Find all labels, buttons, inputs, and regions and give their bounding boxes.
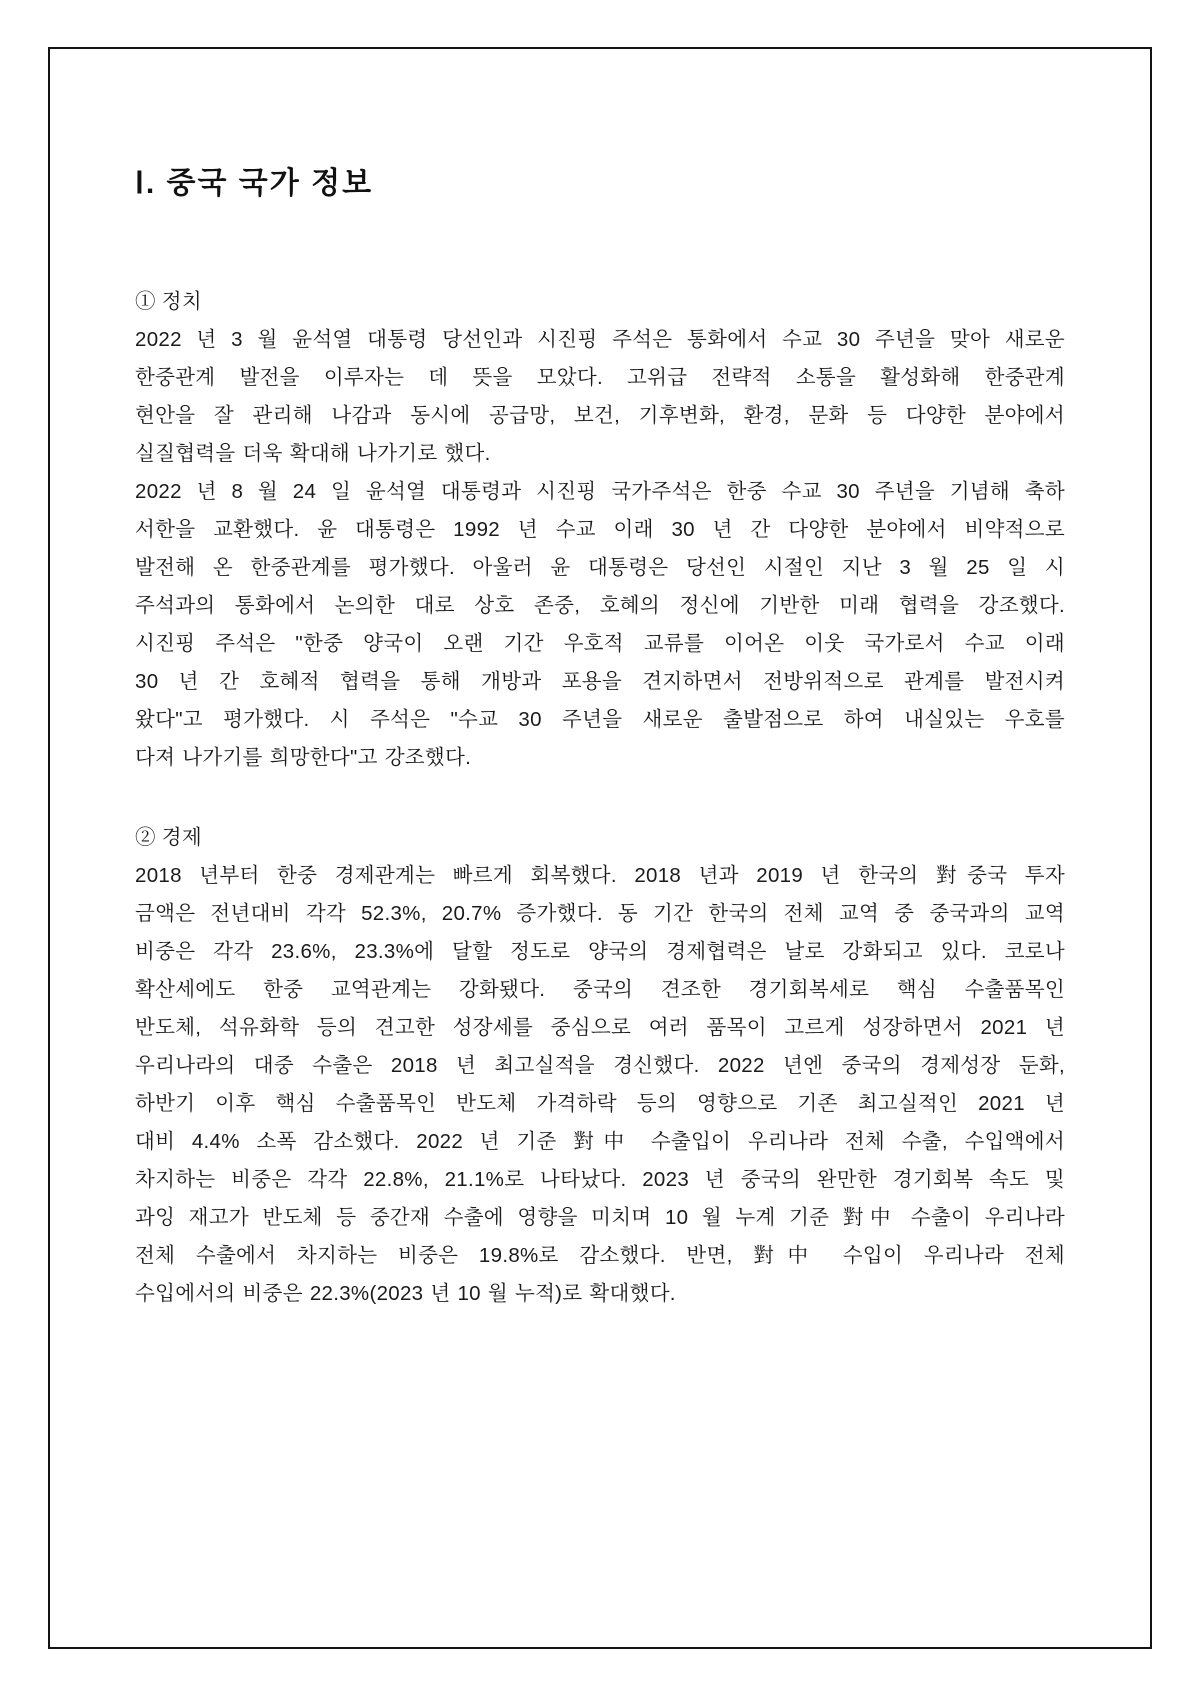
text-line: 다져 나가기를 희망한다"고 강조했다.	[135, 746, 472, 769]
text-line: 2022 년 8 월 24 일 윤석열 대통령과 시진핑 국가주석은 한중 수교 30 주년을 기념해 축하	[135, 480, 1065, 503]
document-page-border	[48, 47, 1152, 1649]
document-body	[135, 283, 1065, 1313]
section-heading: ② 경제	[135, 826, 203, 849]
text-line: 전체 수출에서 차지하는 비중은 19.8%로 감소했다. 반면, 對中 수입이 우리나라 전체	[135, 1244, 1065, 1267]
paragraph	[135, 857, 1065, 1313]
text-line: 반도체, 석유화학 등의 견고한 성장세를 중심으로 여러 품목이 고르게 성장하면서 2021 년	[135, 1016, 1065, 1039]
text-line: 서한을 교환했다. 윤 대통령은 1992 년 수교 이래 30 년 간 다양한 분야에서 비약적으로	[135, 518, 1065, 541]
text-line: 실질협력을 더욱 확대해 나가기로 했다.	[135, 442, 491, 465]
text-line: 2022 년 3 월 윤석열 대통령 당선인과 시진핑 주석은 통화에서 수교 30 주년을 맞아 새로운	[135, 328, 1065, 351]
text-line: 현안을 잘 관리해 나감과 동시에 공급망, 보건, 기후변화, 환경, 문화 등 다양한 분야에서	[135, 404, 1065, 427]
text-line: 차지하는 비중은 각각 22.8%, 21.1%로 나타났다. 2023 년 중국의 완만한 경기회복 속도 및	[135, 1168, 1065, 1191]
section-heading: ① 정치	[135, 290, 203, 313]
text-line: 주석과의 통화에서 논의한 대로 상호 존중, 호혜의 정신에 기반한 미래 협력을 강조했다.	[135, 594, 1065, 617]
text-line: 확산세에도 한중 교역관계는 강화됐다. 중국의 견조한 경기회복세로 핵심 수출품목인	[135, 978, 1065, 1001]
document-section	[135, 819, 1065, 1313]
paragraph	[135, 473, 1065, 777]
text-line: 우리나라의 대중 수출은 2018 년 최고실적을 경신했다. 2022 년엔 중국의 경제성장 둔화,	[135, 1054, 1065, 1077]
document-section	[135, 283, 1065, 777]
text-line: 한중관계 발전을 이루자는 데 뜻을 모았다. 고위급 전략적 소통을 활성화해 한중관계	[135, 366, 1065, 389]
text-line: 하반기 이후 핵심 수출품목인 반도체 가격하락 등의 영향으로 기존 최고실적인 2021 년	[135, 1092, 1065, 1115]
text-line: 수입에서의 비중은 22.3%(2023 년 10 월 누적)로 확대했다.	[135, 1282, 676, 1305]
text-line: 시진핑 주석은 "한중 양국이 오랜 기간 우호적 교류를 이어온 이웃 국가로서 수교 이래	[135, 632, 1065, 655]
text-line: 발전해 온 한중관계를 평가했다. 아울러 윤 대통령은 당선인 시절인 지난 3 월 25 일 시	[135, 556, 1065, 579]
text-line: 30 년 간 호혜적 협력을 통해 개방과 포용을 견지하면서 전방위적으로 관계를 발전시켜	[135, 670, 1065, 693]
text-line: 금액은 전년대비 각각 52.3%, 20.7% 증가했다. 동 기간 한국의 전체 교역 중 중국과의 교역	[135, 902, 1065, 925]
paragraph	[135, 321, 1065, 473]
text-line: 과잉 재고가 반도체 등 중간재 수출에 영향을 미치며 10 월 누계 기준 對中 수출이 우리나라	[135, 1206, 1065, 1229]
text-line: 비중은 각각 23.6%, 23.3%에 달할 정도로 양국의 경제협력은 날로 강화되고 있다. 코로나	[135, 940, 1065, 963]
text-line: 왔다"고 평가했다. 시 주석은 "수교 30 주년을 새로운 출발점으로 하여 내실있는 우호를	[135, 708, 1065, 731]
text-line: 대비 4.4% 소폭 감소했다. 2022 년 기준 對中 수출입이 우리나라 전체 수출, 수입액에서	[135, 1130, 1065, 1153]
page-title: Ⅰ. 중국 국가 정보	[135, 167, 374, 200]
text-line: 2018 년부터 한중 경제관계는 빠르게 회복했다. 2018 년과 2019 년 한국의 對중국 투자	[135, 864, 1065, 887]
